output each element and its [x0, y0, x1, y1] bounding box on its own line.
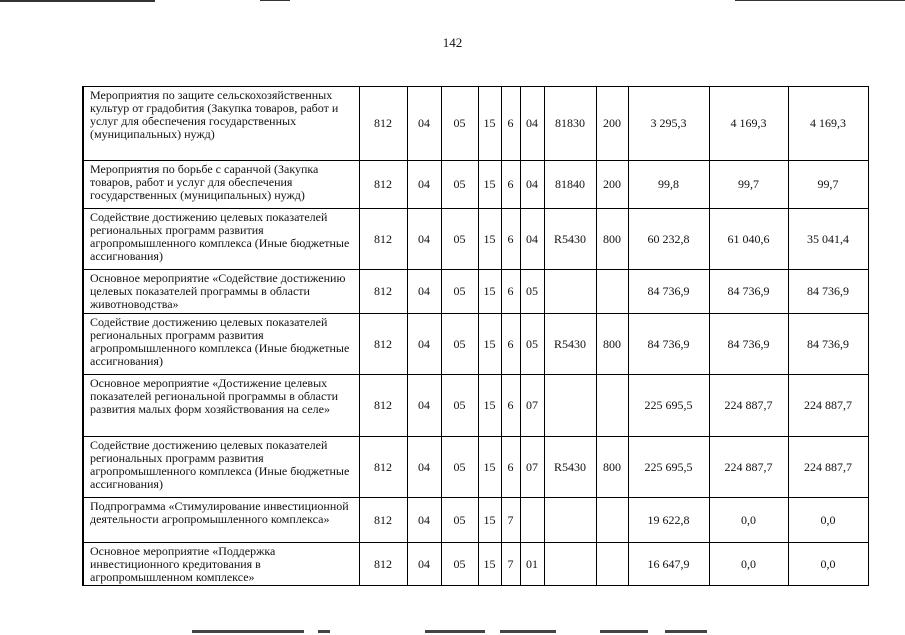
subprogram-code: 6 — [501, 209, 520, 270]
amount-year-2: 84 736,9 — [709, 270, 788, 314]
direction-code: R5430 — [544, 314, 596, 375]
table-row — [83, 314, 868, 375]
expense-type-code — [596, 270, 628, 314]
row-description: Содействие достижению целевых показателей региональных программ развития агропромышленного комплекса (Иные бюджетные ассигнования) — [83, 209, 359, 270]
direction-code — [544, 543, 596, 586]
expense-type-code: 200 — [596, 161, 628, 209]
table-row — [83, 161, 868, 209]
subprogram-code: 7 — [501, 498, 520, 543]
expense-type-code — [596, 375, 628, 437]
amount-year-2: 4 169,3 — [709, 87, 788, 161]
subprogram-code: 6 — [501, 270, 520, 314]
row-description: Основное мероприятие «Поддержка инвестиционного кредитования в агропромышленном комплексе» — [83, 543, 359, 586]
amount-year-3: 4 169,3 — [788, 87, 868, 161]
subsection-code: 05 — [441, 437, 478, 498]
subprogram-code: 6 — [501, 314, 520, 375]
amount-year-3: 0,0 — [788, 543, 868, 586]
direction-code — [544, 270, 596, 314]
event-code: 01 — [520, 543, 544, 586]
bottom-scan-rule — [425, 630, 485, 633]
row-description: Подпрограмма «Стимулирование инвестиционной деятельности агропромышленного комплекса» — [83, 498, 359, 543]
row-description: Содействие достижению целевых показателей региональных программ развития агропромышленного комплекса (Иные бюджетные ассигнования) — [83, 314, 359, 375]
subsection-code: 05 — [441, 209, 478, 270]
top-scan-rule — [260, 0, 290, 1]
program-code: 15 — [478, 375, 501, 437]
row-description: Основное мероприятие «Содействие достижению целевых показателей программы в области животноводства» — [83, 270, 359, 314]
ministry-code: 812 — [359, 270, 407, 314]
program-code: 15 — [478, 437, 501, 498]
bottom-scan-rule — [600, 630, 648, 633]
table-row — [83, 87, 868, 161]
bottom-scan-rule — [665, 630, 707, 633]
direction-code — [544, 375, 596, 437]
subsection-code: 05 — [441, 543, 478, 586]
expense-type-code: 200 — [596, 87, 628, 161]
ministry-code: 812 — [359, 437, 407, 498]
amount-year-1: 60 232,8 — [628, 209, 709, 270]
top-scan-rule — [0, 0, 155, 2]
event-code: 05 — [520, 314, 544, 375]
subsection-code: 05 — [441, 87, 478, 161]
amount-year-1: 225 695,5 — [628, 437, 709, 498]
amount-year-2: 0,0 — [709, 543, 788, 586]
row-description: Мероприятия по борьбе с саранчой (Закупка товаров, работ и услуг для обеспечения государственных (муниципальных) нужд) — [83, 161, 359, 209]
direction-code: 81830 — [544, 87, 596, 161]
subprogram-code: 7 — [501, 543, 520, 586]
amount-year-2: 224 887,7 — [709, 437, 788, 498]
program-code: 15 — [478, 498, 501, 543]
page-number: 142 — [442, 35, 463, 50]
amount-year-3: 35 041,4 — [788, 209, 868, 270]
amount-year-3: 224 887,7 — [788, 375, 868, 437]
program-code: 15 — [478, 161, 501, 209]
amount-year-1: 19 622,8 — [628, 498, 709, 543]
event-code: 07 — [520, 375, 544, 437]
direction-code: R5430 — [544, 209, 596, 270]
direction-code: R5430 — [544, 437, 596, 498]
bottom-scan-rule — [318, 630, 330, 633]
event-code: 04 — [520, 87, 544, 161]
expense-type-code — [596, 543, 628, 586]
amount-year-1: 3 295,3 — [628, 87, 709, 161]
section-code: 04 — [407, 543, 441, 586]
ministry-code: 812 — [359, 209, 407, 270]
amount-year-1: 99,8 — [628, 161, 709, 209]
event-code: 04 — [520, 161, 544, 209]
amount-year-2: 0,0 — [709, 498, 788, 543]
expense-type-code: 800 — [596, 314, 628, 375]
subsection-code: 05 — [441, 498, 478, 543]
event-code — [520, 498, 544, 543]
section-code: 04 — [407, 375, 441, 437]
event-code: 07 — [520, 437, 544, 498]
table-row — [83, 543, 868, 586]
table-row — [83, 209, 868, 270]
section-code: 04 — [407, 209, 441, 270]
amount-year-3: 99,7 — [788, 161, 868, 209]
bottom-scan-rule — [500, 630, 556, 633]
section-code: 04 — [407, 314, 441, 375]
subsection-code: 05 — [441, 375, 478, 437]
section-code: 04 — [407, 87, 441, 161]
expense-type-code: 800 — [596, 437, 628, 498]
ministry-code: 812 — [359, 498, 407, 543]
amount-year-2: 224 887,7 — [709, 375, 788, 437]
amount-year-3: 224 887,7 — [788, 437, 868, 498]
subsection-code: 05 — [441, 270, 478, 314]
table-row — [83, 498, 868, 543]
ministry-code: 812 — [359, 87, 407, 161]
section-code: 04 — [407, 437, 441, 498]
table-row — [83, 375, 868, 437]
amount-year-2: 61 040,6 — [709, 209, 788, 270]
amount-year-1: 225 695,5 — [628, 375, 709, 437]
row-description: Содействие достижению целевых показателей региональных программ развития агропромышленного комплекса (Иные бюджетные ассигнования) — [83, 437, 359, 498]
section-code: 04 — [407, 270, 441, 314]
program-code: 15 — [478, 543, 501, 586]
section-code: 04 — [407, 161, 441, 209]
subprogram-code: 6 — [501, 161, 520, 209]
program-code: 15 — [478, 209, 501, 270]
ministry-code: 812 — [359, 375, 407, 437]
amount-year-1: 16 647,9 — [628, 543, 709, 586]
subprogram-code: 6 — [501, 87, 520, 161]
program-code: 15 — [478, 87, 501, 161]
ministry-code: 812 — [359, 543, 407, 586]
top-scan-rule — [735, 0, 905, 1]
table-row — [83, 437, 868, 498]
row-description: Основное мероприятие «Достижение целевых показателей региональной программы в области развития малых форм хозяйствования на селе» — [83, 375, 359, 437]
bottom-scan-rule — [192, 630, 304, 633]
program-code: 15 — [478, 270, 501, 314]
ministry-code: 812 — [359, 314, 407, 375]
subsection-code: 05 — [441, 161, 478, 209]
table-row — [83, 270, 868, 314]
amount-year-3: 0,0 — [788, 498, 868, 543]
row-description: Мероприятия по защите сельскохозяйственных культур от градобития (Закупка товаров, работ и услуг для обеспечения государственных (муниципальных) нужд) — [83, 87, 359, 161]
amount-year-3: 84 736,9 — [788, 314, 868, 375]
event-code: 04 — [520, 209, 544, 270]
section-code: 04 — [407, 498, 441, 543]
program-code: 15 — [478, 314, 501, 375]
amount-year-3: 84 736,9 — [788, 270, 868, 314]
amount-year-1: 84 736,9 — [628, 314, 709, 375]
ministry-code: 812 — [359, 161, 407, 209]
budget-table — [82, 86, 869, 586]
subsection-code: 05 — [441, 314, 478, 375]
subprogram-code: 6 — [501, 437, 520, 498]
direction-code — [544, 498, 596, 543]
amount-year-2: 84 736,9 — [709, 314, 788, 375]
amount-year-1: 84 736,9 — [628, 270, 709, 314]
amount-year-2: 99,7 — [709, 161, 788, 209]
direction-code: 81840 — [544, 161, 596, 209]
expense-type-code — [596, 498, 628, 543]
expense-type-code: 800 — [596, 209, 628, 270]
event-code: 05 — [520, 270, 544, 314]
subprogram-code: 6 — [501, 375, 520, 437]
